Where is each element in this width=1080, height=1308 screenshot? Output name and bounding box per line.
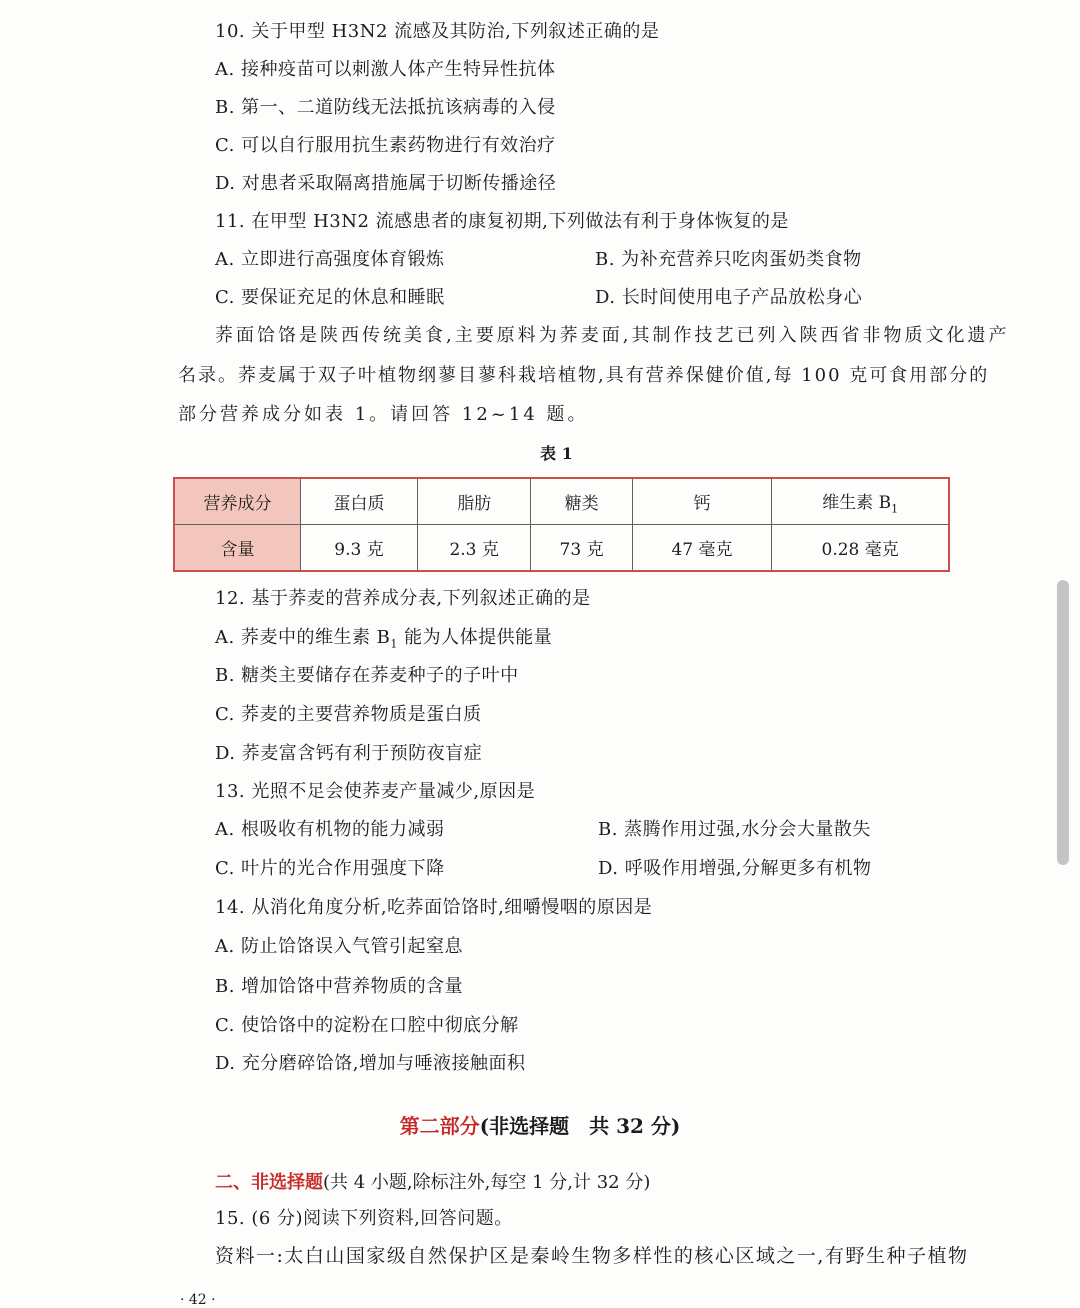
nutrition-table [173,477,950,572]
q14-option-a: A. 防止饸饹误入气管引起窒息 [215,936,463,957]
col-protein: 蛋白质 [301,478,418,525]
col-calcium: 钙 [632,478,772,525]
section-two-note: (共 4 小题,除标注外,每空 1 分,计 32 分) [323,1172,651,1193]
passage-line-2: 名录。荞麦属于双子叶植物纲蓼目蓼科栽培植物,具有营养保健价值,每 100 克可食用部分的 [178,365,990,386]
page-number: · 42 · [180,1292,216,1308]
passage-line-1: 荞面饸饹是陕西传统美食,主要原料为荞麦面,其制作技艺已列入陕西省非物质文化遗产 [215,325,1010,346]
q14-option-b: B. 增加饸饹中营养物质的含量 [215,976,464,997]
passage-line-3: 部分营养成分如表 1。请回答 12~14 题。 [178,404,589,425]
q11-stem: 11. 在甲型 H3N2 流感患者的康复初期,下列做法有利于身体恢复的是 [215,211,789,232]
value-calcium: 47 毫克 [632,525,772,572]
q13-option-c: C. 叶片的光合作用强度下降 [215,858,445,879]
q11-option-b: B. 为补充营养只吃肉蛋奶类食物 [595,249,862,270]
part-two-heading [0,1110,1080,1139]
q14-option-d: D. 充分磨碎饸饹,增加与唾液接触面积 [215,1053,526,1074]
q12-a-text-end: 能为人体提供能量 [397,627,553,648]
q13-stem: 13. 光照不足会使荞麦产量减少,原因是 [215,781,536,802]
q14-option-c: C. 使饸饹中的淀粉在口腔中彻底分解 [215,1015,519,1036]
q13-option-b: B. 蒸腾作用过强,水分会大量散失 [598,819,871,840]
row-header-content: 含量 [174,525,301,572]
q13-option-d: D. 呼吸作用增强,分解更多有机物 [598,858,872,879]
q14-stem: 14. 从消化角度分析,吃荞面饸饹时,细嚼慢咽的原因是 [215,897,653,918]
scrollbar-thumb[interactable] [1057,580,1069,865]
q10-option-c: C. 可以自行服用抗生素药物进行有效治疗 [215,135,556,156]
section-two-label: 二、非选择题 [215,1172,323,1193]
vitamin-subscript: 1 [891,502,899,516]
q12-option-d: D. 荞麦富含钙有利于预防夜盲症 [215,743,483,764]
section-two-heading [215,1168,650,1194]
q11-option-c: C. 要保证充足的休息和睡眠 [215,287,445,308]
q12-option-c: C. 荞麦的主要营养物质是蛋白质 [215,704,482,725]
q10-option-b: B. 第一、二道防线无法抵抗该病毒的入侵 [215,97,556,118]
value-carbs: 73 克 [531,525,632,572]
q11-option-a: A. 立即进行高强度体育锻炼 [215,249,445,270]
q12-option-b: B. 糖类主要储存在荞麦种子的子叶中 [215,665,519,686]
q11-option-d: D. 长时间使用电子产品放松身心 [595,287,863,308]
q12-a-text: A. 荞麦中的维生素 B [215,627,391,648]
value-vitamin-b1: 0.28 毫克 [772,525,949,572]
table-row [174,478,949,525]
table-caption: 表 1 [540,444,573,463]
q15-material-1: 资料一:太白山国家级自然保护区是秦岭生物多样性的核心区域之一,有野生种子植物 [215,1245,969,1267]
q10-stem: 10. 关于甲型 H3N2 流感及其防治,下列叙述正确的是 [215,21,660,42]
q12-stem: 12. 基于荞麦的营养成分表,下列叙述正确的是 [215,588,591,609]
q10-option-a: A. 接种疫苗可以刺激人体产生特异性抗体 [215,59,556,80]
value-protein: 9.3 克 [301,525,418,572]
q15-stem: 15. (6 分)阅读下列资料,回答问题。 [215,1208,513,1229]
col-fat: 脂肪 [417,478,530,525]
col-carbs: 糖类 [531,478,632,525]
value-fat: 2.3 克 [417,525,530,572]
q12-a-subscript: 1 [390,637,398,651]
vitamin-label: 维生素 B [822,492,892,513]
q13-option-a: A. 根吸收有机物的能力减弱 [215,819,445,840]
q12-option-a [215,626,552,657]
table-row [174,525,949,572]
part-two-subtitle: (非选择题 共 32 分) [479,1114,681,1138]
part-two-title: 第二部分 [399,1114,480,1138]
row-header-nutrient: 营养成分 [174,478,301,525]
q10-option-d: D. 对患者采取隔离措施属于切断传播途径 [215,173,557,194]
col-vitamin-b1 [772,478,949,525]
